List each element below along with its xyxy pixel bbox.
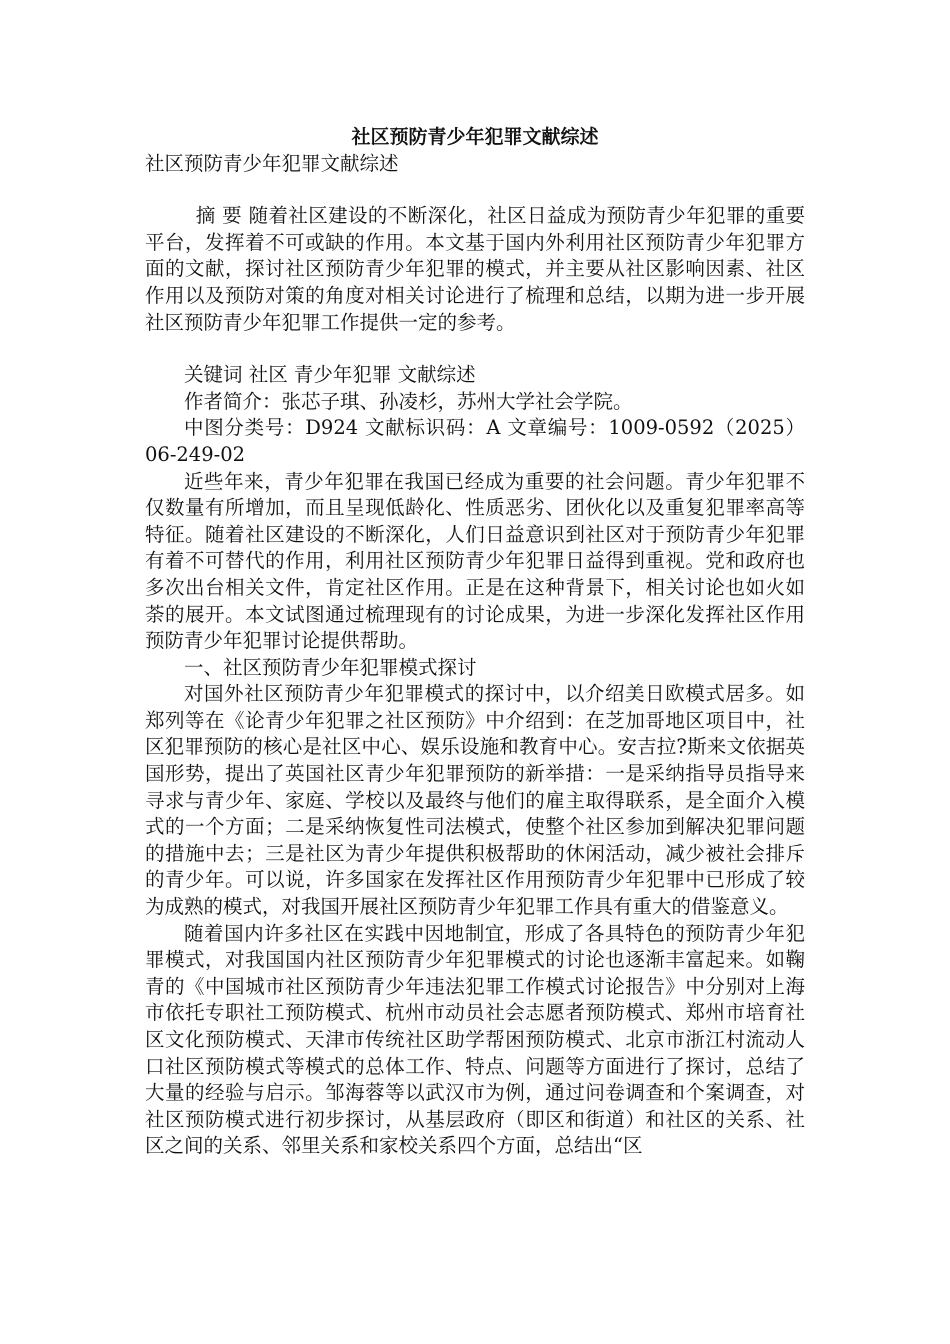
domestic-models-paragraph: 随着国内许多社区在实践中因地制宜，形成了各具特色的预防青少年犯罪模式，对我国国内社区预防青少年犯罪模式的讨论也逐渐丰富起来。如鞠青的《中国城市社区预防青少年违法犯罪工作模式讨论报告》中分别对上海市依托专职社工预防模式、杭州市动员社会志愿者预防模式、郑州市培育社区文化预防模式、天津市传统社区助学帮困预防模式、北京市浙江村流动人口社区预防模式等模式的总体工作、特点、问题等方面进行了探讨，总结了大量的经验与启示。邹海蓉等以武汉市为例，通过问卷调查和个案调查，对社区预防模式进行初步探讨，从基层政府（即区和街道）和社区的关系、社区之间的关系、邻里关系和家校关系四个方面，总结出“区 [145,921,805,1158]
author-line: 作者简介：张芯子琪、孙凌杉，苏州大学社会学院。 [184,389,633,413]
document-title: 社区预防青少年犯罪文献综述 [351,126,599,148]
foreign-models-paragraph: 对国外社区预防青少年犯罪模式的探讨中，以介绍美日欧模式居多。如郑列等在《论青少年犯罪之社区预防》中介绍到：在芝加哥地区项目中，社区犯罪预防的核心是社区中心、娱乐设施和教育中心。安吉拉?斯来文依据英国形势，提出了英国社区青少年犯罪预防的新举措：一是采纳指导员指导来寻求与青少年、家庭、学校以及最终与他们的雇主取得联系，是全面介入模式的一个方面；二是采纳恢复性司法模式，使整个社区参加到解决犯罪问题的措施中去；三是社区为青少年提供积极帮助的休闲活动，减少被社会排斥的青少年。可以说，许多国家在发挥社区作用预防青少年犯罪中已形成了较为成熟的模式，对我国开展社区预防青少年犯罪工作具有重大的借鉴意义。 [145,682,805,919]
section-heading: 一、社区预防青少年犯罪模式探讨 [184,655,477,679]
abstract-paragraph: 摘 要 随着社区建设的不断深化，社区日益成为预防青少年犯罪的重要平台，发挥着不可或缺的作用。本文基于国内外利用社区预防青少年犯罪方面的文献，探讨社区预防青少年犯罪的模式，并主要从社区影响因素、社区作用以及预防对策的角度对相关讨论进行了梳理和总结，以期为进一步开展社区预防青少年犯罪工作提供一定的参考。 [145,204,805,334]
classification-line: 中图分类号：D924 文献标识码：A 文章编号：1009-0592（2025）06-249-02 [145,416,805,466]
keywords-line: 关键词 社区 青少年犯罪 文献综述 [184,363,476,387]
spacer [145,336,805,362]
document-page [145,120,805,1160]
document-subtitle: 社区预防青少年犯罪文献综述 [145,151,399,175]
intro-paragraph: 近些年来，青少年犯罪在我国已经成为重要的社会问题。青少年犯罪不仅数量有所增加，而且呈现低龄化、性质恶劣、团伙化以及重复犯罪率高等特征。随着社区建设的不断深化，人们日益意识到社区对于预防青少年犯罪有着不可替代的作用，利用社区预防青少年犯罪日益得到重视。党和政府也多次出台相关文件，肯定社区作用。正是在这种背景下，相关讨论也如火如荼的展开。本文试图通过梳理现有的讨论成果，为进一步深化发挥社区作用预防青少年犯罪讨论提供帮助。 [145,469,805,653]
